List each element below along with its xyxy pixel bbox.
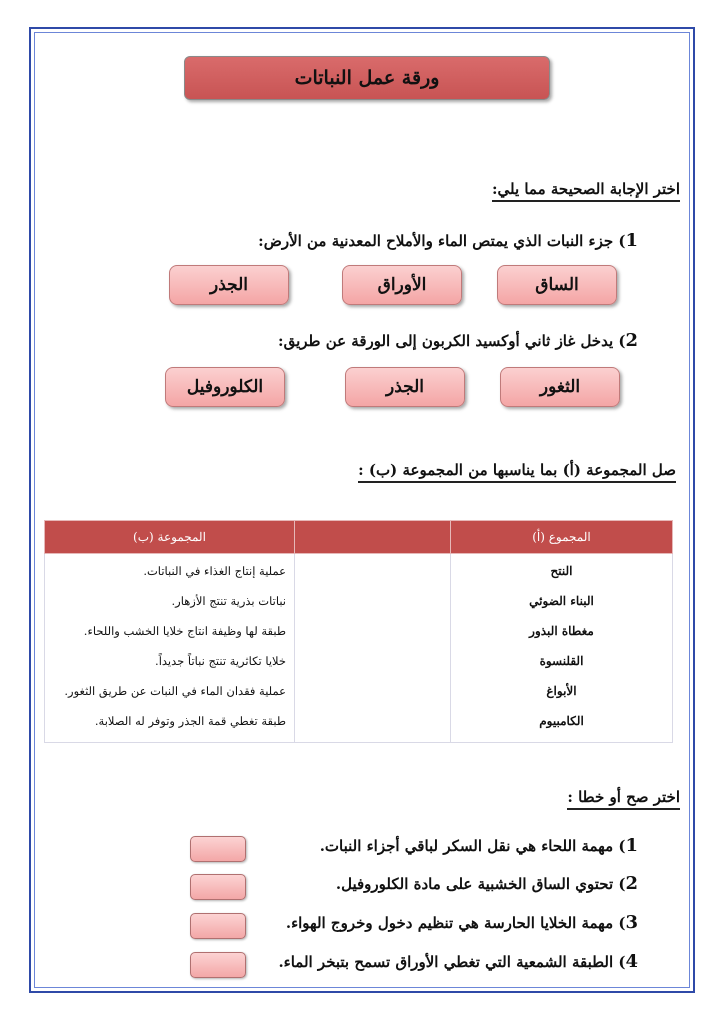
- option-button[interactable]: [169, 265, 289, 305]
- statement-text: مهمة الخلايا الحارسة هي تنظيم دخول وخروج الهواء.: [285, 914, 614, 932]
- question-number: 2: [625, 330, 638, 351]
- option-label: الثغور: [539, 377, 581, 397]
- worksheet-title: ورقة عمل النباتات: [294, 67, 440, 89]
- option-label: الجذر: [210, 275, 249, 295]
- group-b-item[interactable]: طبقة لها وظيفة انتاج خلايا الخشب واللحاء.: [83, 624, 286, 638]
- mcq-question-2: 2) يدخل غاز ثاني أوكسيد الكربون إلى الورقة عن طريق:: [278, 330, 638, 351]
- group-a-item[interactable]: مغطاة البذور: [529, 624, 594, 638]
- group-a-item[interactable]: البناء الضوئي: [529, 594, 594, 608]
- group-b-item[interactable]: عملية إنتاج الغذاء في النباتات.: [143, 564, 286, 578]
- option-label: الأوراق: [377, 275, 427, 295]
- group-b-item[interactable]: نباتات بذرية تنتج الأزهار.: [171, 594, 286, 608]
- option-button[interactable]: [342, 265, 462, 305]
- option-button[interactable]: [165, 367, 285, 407]
- matching-heading: صل المجموعة (أ) بما يناسبها من المجموعة (ب) :: [358, 461, 676, 483]
- group-a-header: المجموع (أ): [451, 521, 673, 554]
- true-false-heading: اختر صح أو خطا :: [567, 788, 680, 810]
- matching-space-column: [295, 554, 451, 743]
- group-b-item[interactable]: عملية فقدان الماء في النبات عن طريق الثغور.: [64, 684, 286, 698]
- tf-statement-1: 1) مهمة اللحاء هي نقل السكر لباقي أجزاء النبات.: [319, 835, 638, 856]
- group-b-column: [45, 554, 295, 743]
- option-button[interactable]: [345, 367, 465, 407]
- statement-text: الطبقة الشمعية التي تغطي الأوراق تسمح بتبخر الماء.: [278, 953, 614, 971]
- spacer-header: [295, 521, 451, 554]
- statement-number: 2: [625, 873, 638, 894]
- tf-statement-4: 4) الطبقة الشمعية التي تغطي الأوراق تسمح بتبخر الماء.: [278, 951, 638, 972]
- tf-statement-2: 2) تحتوي الساق الخشبية على مادة الكلوروفيل.: [335, 873, 638, 894]
- statement-number: 1: [625, 835, 638, 856]
- group-a-item[interactable]: الكامبيوم: [539, 714, 584, 728]
- group-a-item[interactable]: النتح: [550, 564, 573, 578]
- group-b-header: المجموعة (ب): [45, 521, 295, 554]
- group-b-item[interactable]: طبقة تغطي قمة الجذر وتوفر له الصلابة.: [94, 714, 286, 728]
- answer-box[interactable]: [190, 952, 246, 978]
- statement-text: تحتوي الساق الخشبية على مادة الكلوروفيل.: [335, 875, 614, 893]
- statement-number: 4: [625, 951, 638, 972]
- option-button[interactable]: [500, 367, 620, 407]
- group-a-item[interactable]: الأبواغ: [546, 684, 577, 698]
- option-button[interactable]: [497, 265, 617, 305]
- statement-number: 3: [625, 912, 638, 933]
- matching-table: [44, 520, 673, 743]
- mcq-question-1: 1) جزء النبات الذي يمتص الماء والأملاح المعدنية من الأرض:: [258, 230, 638, 251]
- question-text: يدخل غاز ثاني أوكسيد الكربون إلى الورقة عن طريق:: [278, 332, 614, 350]
- group-a-column: [451, 554, 673, 743]
- worksheet-title-banner: [184, 56, 550, 100]
- mcq-heading: اختر الإجابة الصحيحة مما يلي:: [492, 180, 680, 202]
- question-text: جزء النبات الذي يمتص الماء والأملاح المعدنية من الأرض:: [258, 232, 614, 250]
- option-label: الساق: [535, 275, 579, 295]
- statement-text: مهمة اللحاء هي نقل السكر لباقي أجزاء النبات.: [319, 837, 614, 855]
- group-a-item[interactable]: القلنسوة: [539, 654, 584, 668]
- option-label: الجذر: [386, 377, 425, 397]
- answer-box[interactable]: [190, 836, 246, 862]
- question-number: 1: [625, 230, 638, 251]
- option-label: الكلوروفيل: [186, 377, 264, 397]
- group-b-item[interactable]: خلايا تكاثرية تنتج نباتاً جديداً.: [155, 654, 286, 668]
- answer-box[interactable]: [190, 913, 246, 939]
- answer-box[interactable]: [190, 874, 246, 900]
- tf-statement-3: 3) مهمة الخلايا الحارسة هي تنظيم دخول وخروج الهواء.: [285, 912, 638, 933]
